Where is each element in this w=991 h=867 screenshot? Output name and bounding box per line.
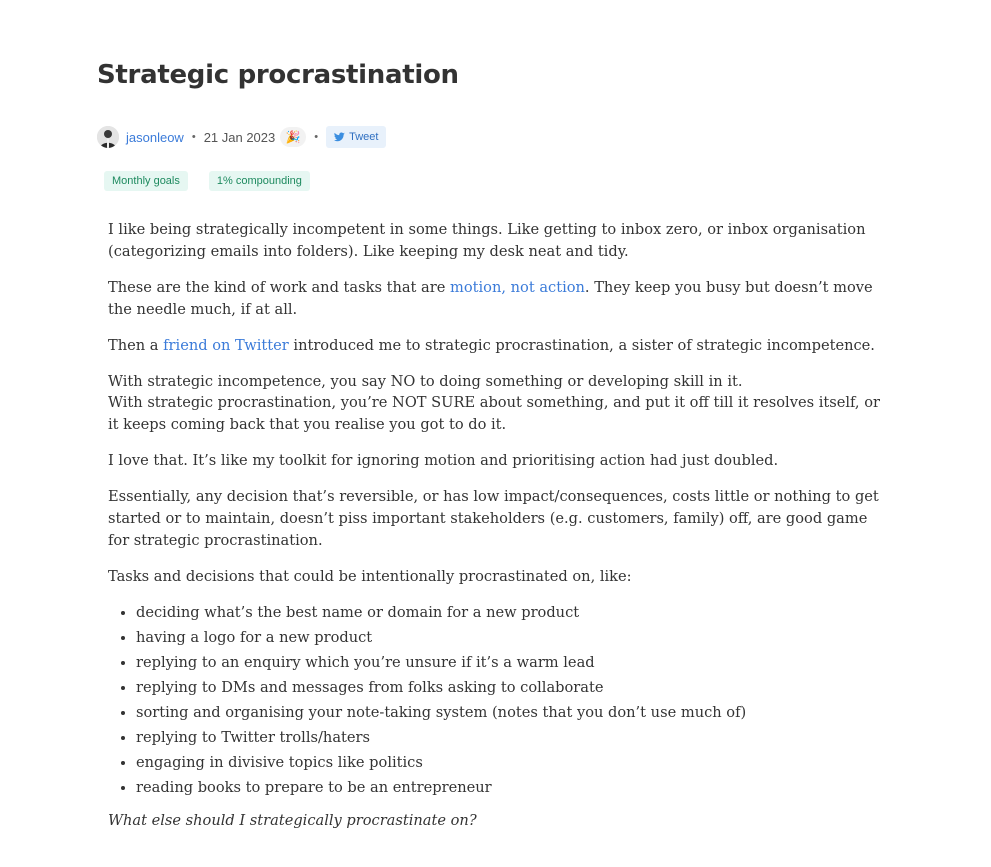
paragraph: [108, 371, 893, 436]
list-item: • deciding what’s the best name or domain for a new product: [136, 602, 893, 624]
paragraph: [108, 277, 893, 321]
author-link[interactable]: jasonleow: [126, 129, 184, 145]
meta-separator: •: [191, 131, 196, 143]
tag-1-percent-compounding[interactable]: 1% compounding: [209, 171, 310, 191]
tweet-button[interactable]: [326, 126, 386, 148]
paragraph: Tasks and decisions that could be intentionally procrastinated on, like:: [108, 567, 632, 585]
post-body: [108, 219, 893, 846]
list-item: • replying to an enquiry which you’re unsure if it’s a warm lead: [136, 652, 893, 674]
closing-question: [108, 810, 893, 832]
paragraph: I like being strategically incompetent in some things. Like getting to inbox zero, or inbox organisation (categorizing emails into folders). Like keeping my desk neat and tidy.: [108, 221, 866, 260]
link-friend-on-twitter[interactable]: friend on Twitter: [163, 336, 289, 354]
post-meta: [97, 125, 386, 149]
list-item: • engaging in divisive topics like politics: [136, 752, 893, 774]
avatar-image: [97, 126, 119, 148]
list-item: • replying to Twitter trolls/haters: [136, 727, 893, 749]
paragraph-text: . They keep you busy but doesn’t move the needle much, if at all.: [108, 278, 873, 318]
paragraph-line: With strategic incompetence, you say NO to doing something or developing skill in it.: [108, 372, 743, 390]
paragraph-line: With strategic procrastination, you’re NOT SURE about something, and put it off till it resolves itself, or it keeps coming back that you realise you got to do it.: [108, 394, 880, 434]
closing-question-text: What else should I strategically procrastinate on?: [108, 812, 477, 830]
list-item: • sorting and organising your note-taking system (notes that you don’t use much of): [136, 702, 893, 724]
paragraph: I love that. It’s like my toolkit for ignoring motion and prioritising action had just doubled.: [108, 452, 779, 470]
paragraph-text: These are the kind of work and tasks that are: [108, 278, 451, 296]
reaction-button[interactable]: [280, 127, 306, 147]
tag-monthly-goals[interactable]: Monthly goals: [104, 171, 188, 191]
list-item: • reading books to prepare to be an entrepreneur: [136, 777, 893, 799]
paragraph-text: Then a: [108, 336, 164, 354]
avatar[interactable]: [97, 126, 119, 148]
list-item: • having a logo for a new product: [136, 627, 893, 649]
post-date: 21 Jan 2023: [203, 129, 276, 145]
meta-separator: •: [314, 131, 319, 143]
party-popper-icon: 🎉: [285, 130, 301, 144]
page-title: Strategic procrastination: [97, 60, 459, 90]
paragraph: [108, 335, 893, 357]
tag-list: [104, 171, 310, 191]
paragraph-text: introduced me to strategic procrastination, a sister of strategic incompetence.: [288, 336, 875, 354]
link-motion-not-action[interactable]: motion, not action: [450, 278, 585, 296]
bullet-list: [108, 602, 893, 799]
paragraph: Essentially, any decision that’s reversible, or has low impact/consequences, costs little or nothing to get started or to maintain, doesn’t piss important stakeholders (e.g. customers, family) off, are good game for strategic procrastination.: [108, 488, 879, 549]
list-item: • replying to DMs and messages from folks asking to collaborate: [136, 677, 893, 699]
tweet-label: Tweet: [349, 131, 379, 143]
twitter-bird-icon: [334, 132, 345, 142]
